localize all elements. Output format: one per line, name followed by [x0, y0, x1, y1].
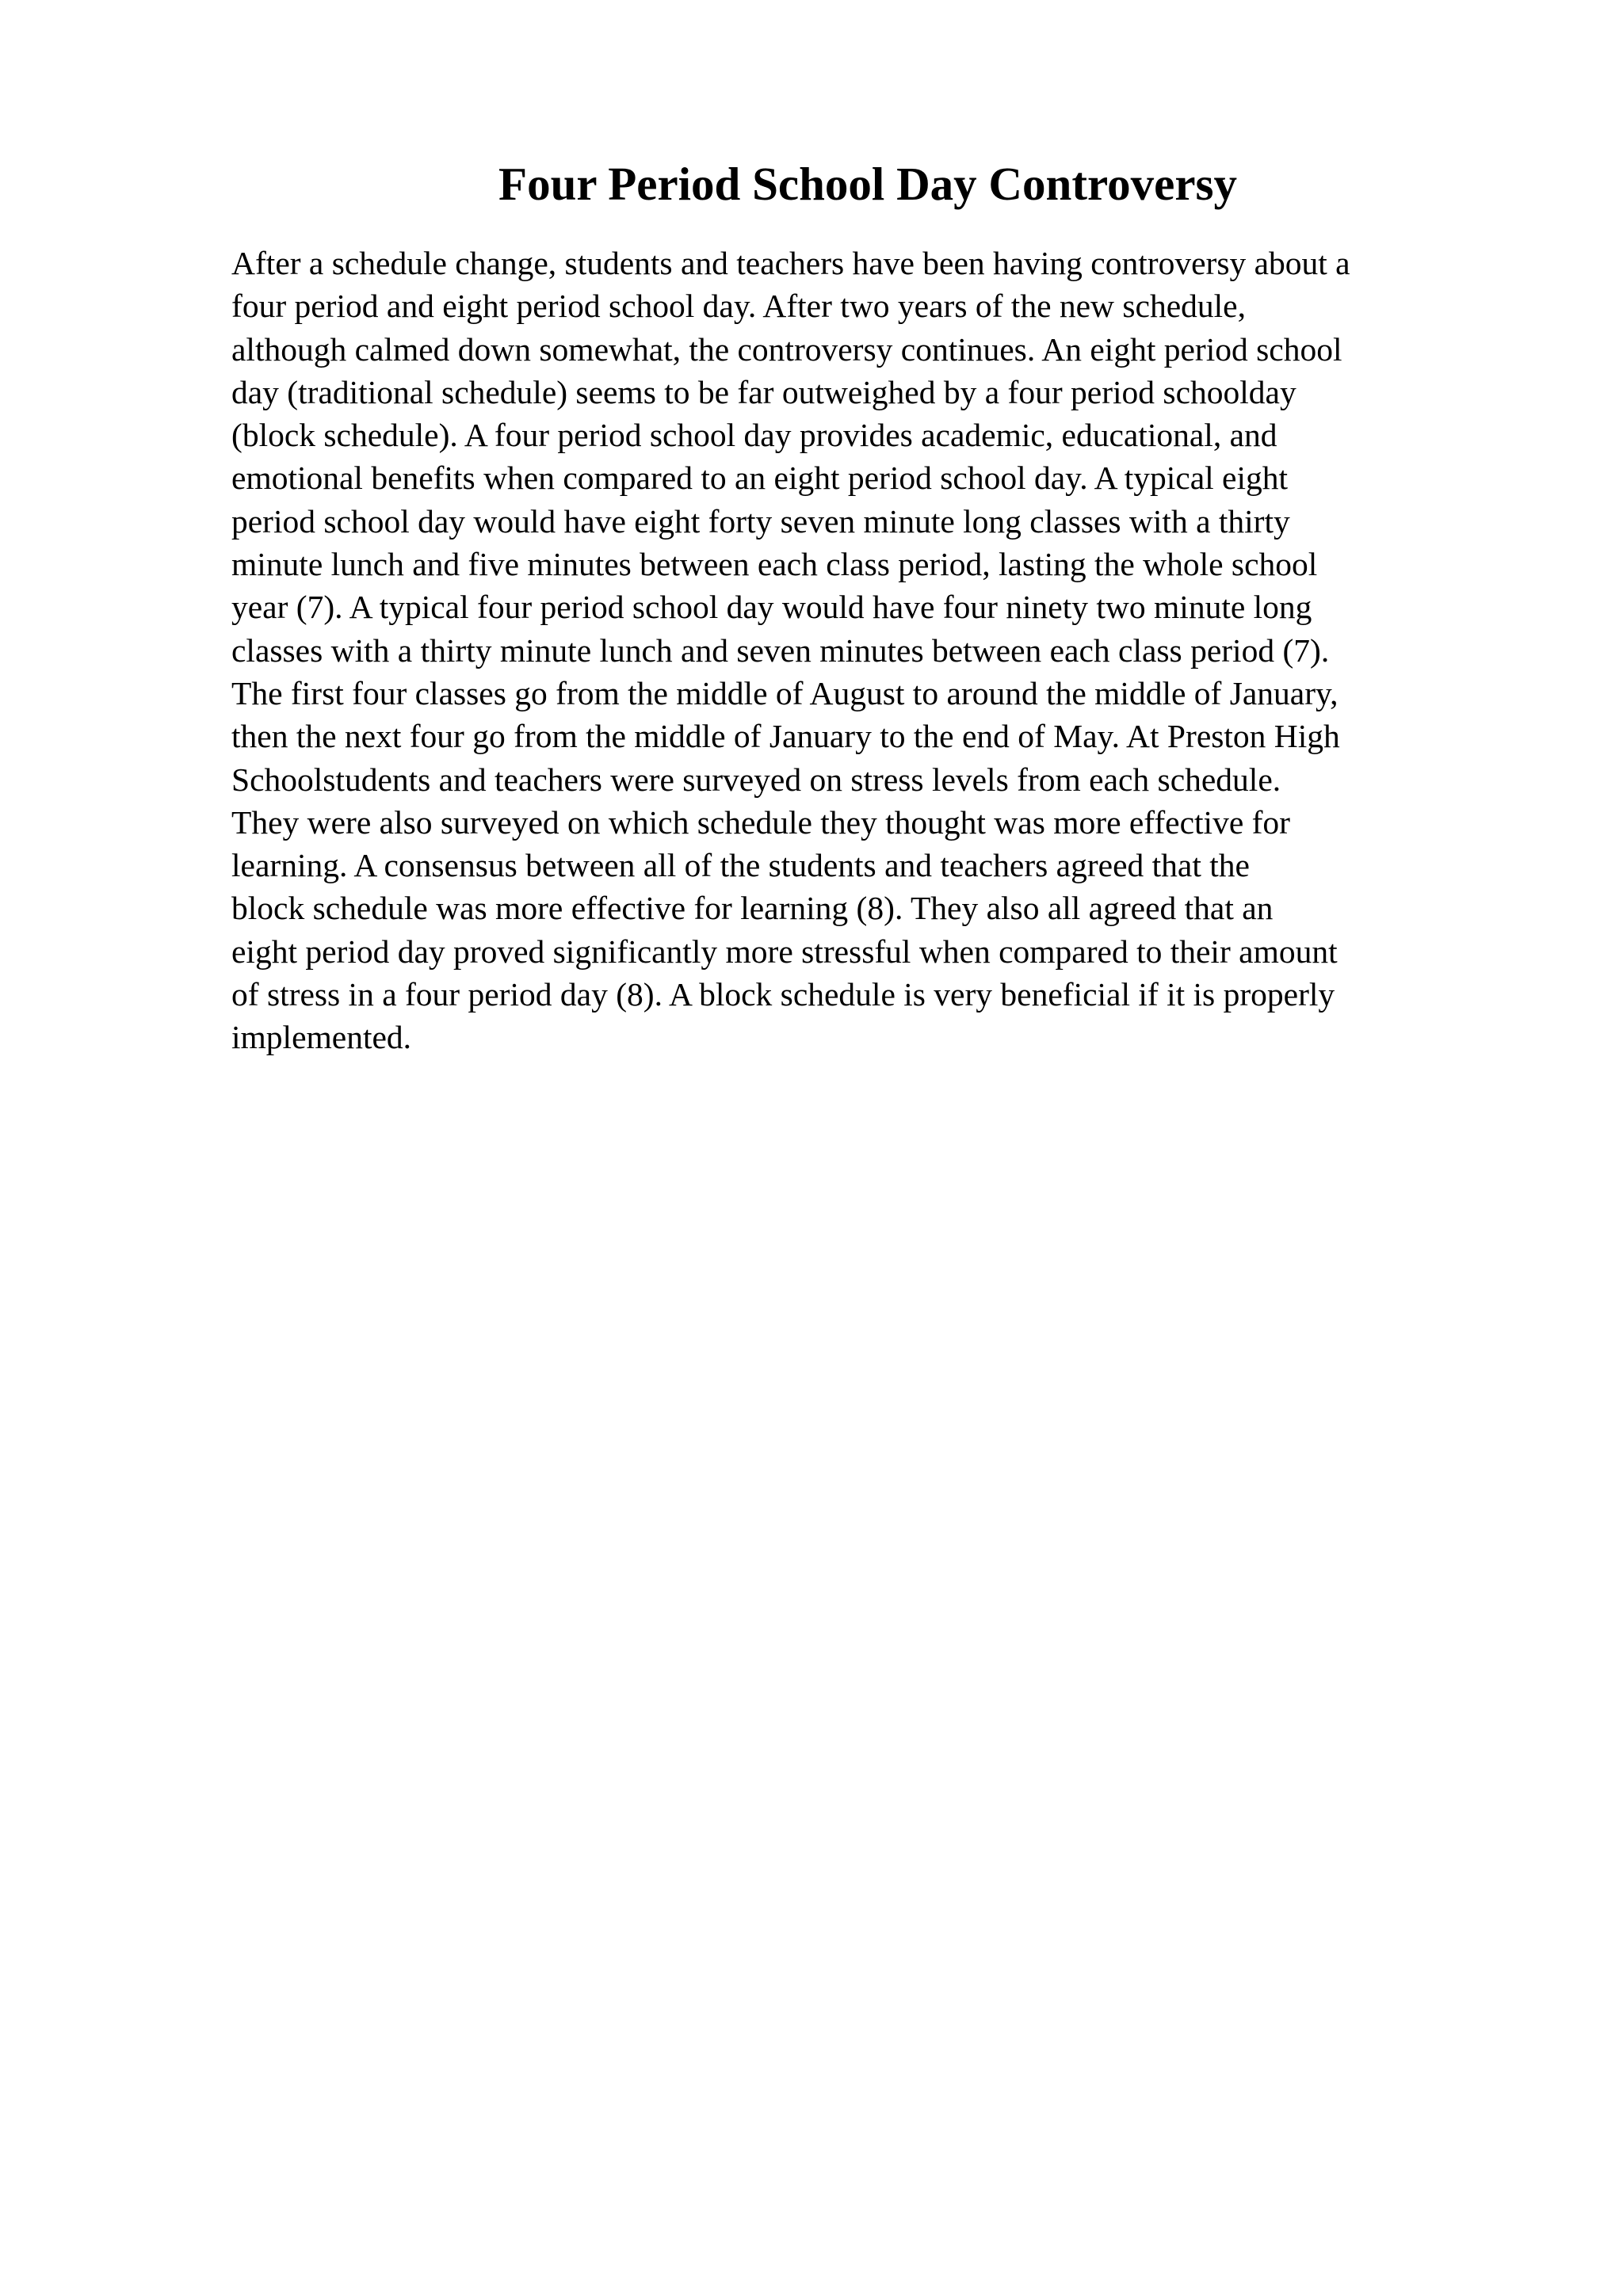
paragraph-line: Schoolstudents and teachers were surveyed on stress levels from each schedule.	[231, 761, 1281, 798]
paragraph-line: (block schedule). A four period school day provides academic, educational, and	[231, 417, 1277, 454]
paragraph-line: block schedule was more effective for learning (8). They also all agreed that an	[231, 890, 1274, 927]
paragraph-line: four period and eight period school day. After two years of the new schedule,	[231, 288, 1246, 325]
body-paragraph	[231, 242, 1499, 1059]
paragraph-line: After a schedule change, students and teachers have been having controversy about a	[231, 245, 1350, 281]
paragraph-line: minute lunch and five minutes between each class period, lasting the whole school	[231, 546, 1318, 583]
paragraph-line: then the next four go from the middle of January to the end of May. At Preston High	[231, 718, 1340, 755]
paragraph-line: of stress in a four period day (8). A block schedule is very beneficial if it is properly	[231, 976, 1335, 1013]
paragraph-line: The first four classes go from the middle of August to around the middle of January,	[231, 674, 1338, 711]
paragraph-line: They were also surveyed on which schedule they thought was more effective for	[231, 803, 1291, 841]
paragraph-line: day (traditional schedule) seems to be far outweighed by a four period schoolday	[231, 373, 1296, 410]
paragraph-line: although calmed down somewhat, the controversy continues. An eight period school	[231, 330, 1342, 368]
paragraph-line: learning. A consensus between all of the students and teachers agreed that the	[231, 847, 1250, 884]
paragraph-line: eight period day proved significantly more stressful when compared to their amount	[231, 933, 1338, 970]
paragraph-line: period school day would have eight forty seven minute long classes with a thirty	[231, 502, 1290, 540]
document-title: Four Period School Day Controversy	[498, 158, 1237, 210]
paragraph-line: implemented.	[231, 1019, 412, 1056]
paragraph-line: classes with a thirty minute lunch and seven minutes between each class period (7).	[231, 631, 1330, 669]
paragraph-line: year (7). A typical four period school day would have four ninety two minute long	[231, 589, 1312, 626]
paragraph-line: emotional benefits when compared to an eight period school day. A typical eight	[231, 460, 1289, 497]
